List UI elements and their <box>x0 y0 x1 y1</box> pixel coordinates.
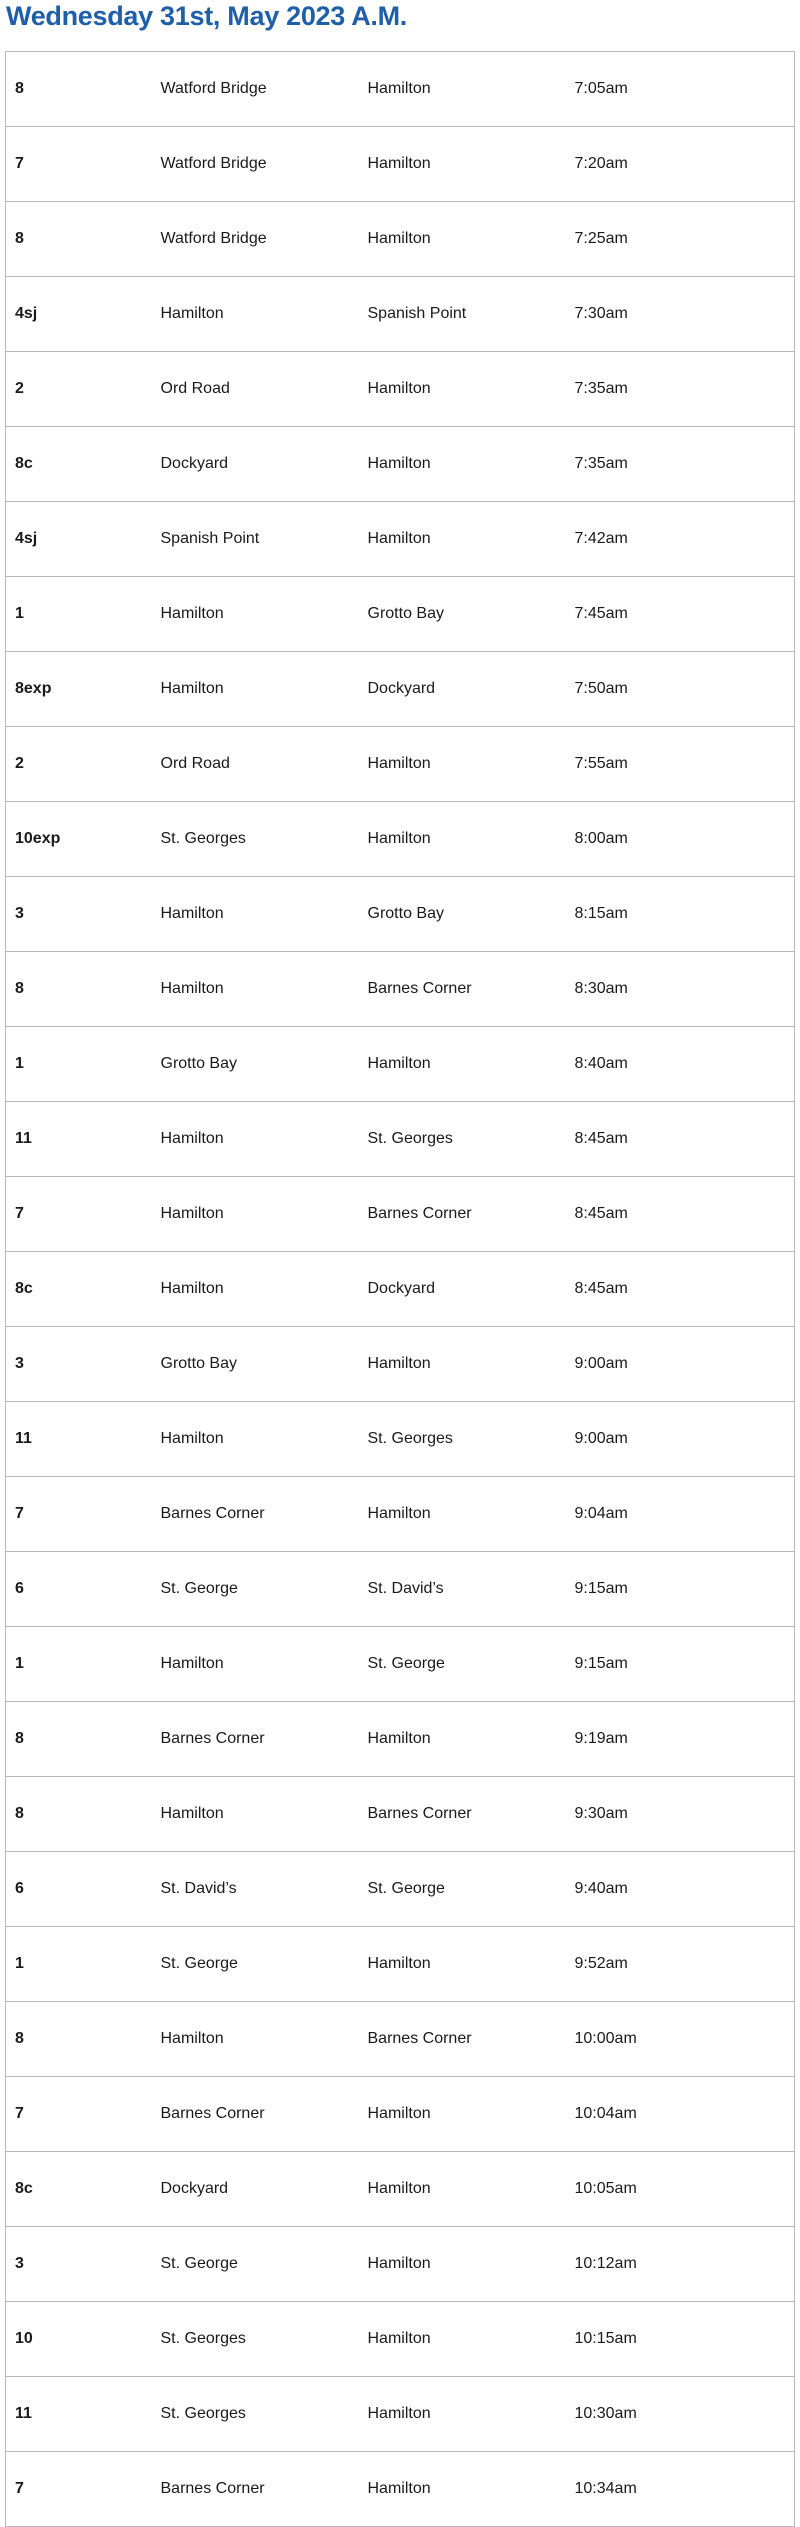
route-number-cell: 4sj <box>6 277 152 352</box>
table-row <box>6 202 795 277</box>
table-row <box>6 1627 795 1702</box>
route-number-cell: 7 <box>6 2452 152 2527</box>
departure-time-cell: 10:30am <box>566 2377 795 2452</box>
bus-schedule-table <box>5 51 795 2527</box>
destination-cell: Barnes Corner <box>359 2002 566 2077</box>
table-row <box>6 1852 795 1927</box>
origin-cell: Watford Bridge <box>160 80 267 97</box>
destination-cell: Hamilton <box>359 1327 566 1402</box>
origin-cell: St. George <box>152 1927 359 2002</box>
origin-cell: Hamilton <box>152 1627 359 1702</box>
origin-cell: Spanish Point <box>152 502 359 577</box>
table-row <box>6 1327 795 1402</box>
destination-cell: Grotto Bay <box>359 877 566 952</box>
table-row <box>6 127 795 202</box>
table-row <box>6 1777 795 1852</box>
origin-cell: Barnes Corner <box>152 1477 359 1552</box>
destination-cell: St. George <box>359 1852 566 1927</box>
destination-cell: Hamilton <box>359 1027 566 1102</box>
table-row <box>6 877 795 952</box>
origin-cell: St. George <box>152 1552 359 1627</box>
schedule-body <box>6 52 795 2527</box>
departure-time-cell: 9:00am <box>566 1402 795 1477</box>
route-number-cell: 3 <box>6 1327 152 1402</box>
origin-cell: Barnes Corner <box>152 2452 359 2527</box>
table-row <box>6 2152 795 2227</box>
origin-cell: Hamilton <box>152 877 359 952</box>
route-number-cell: 1 <box>6 1027 152 1102</box>
departure-time-cell: 9:00am <box>566 1327 795 1402</box>
route-number-cell: 3 <box>6 2227 152 2302</box>
origin-cell: Ord Road <box>152 352 359 427</box>
route-number-cell: 3 <box>6 877 152 952</box>
departure-time-cell: 7:35am <box>566 427 795 502</box>
table-row <box>6 2452 795 2527</box>
origin-cell: Hamilton <box>152 1177 359 1252</box>
route-number-cell: 8 <box>15 80 24 97</box>
origin-cell: Hamilton <box>152 577 359 652</box>
departure-time-cell: 8:45am <box>566 1177 795 1252</box>
destination-cell: Barnes Corner <box>359 952 566 1027</box>
table-row <box>6 1177 795 1252</box>
origin-cell: Watford Bridge <box>152 127 359 202</box>
route-number-cell: 8 <box>6 952 152 1027</box>
table-row <box>6 1102 795 1177</box>
route-number-cell: 11 <box>6 2377 152 2452</box>
table-row <box>6 52 795 127</box>
origin-cell: Hamilton <box>152 1402 359 1477</box>
origin-cell: Hamilton <box>152 952 359 1027</box>
origin-cell: Hamilton <box>152 2002 359 2077</box>
destination-cell: Hamilton <box>359 502 566 577</box>
destination-cell: Hamilton <box>359 127 566 202</box>
route-number-cell: 1 <box>6 1627 152 1702</box>
route-number-cell: 8c <box>6 1252 152 1327</box>
departure-time-cell: 10:05am <box>566 2152 795 2227</box>
departure-time-cell: 10:15am <box>566 2302 795 2377</box>
destination-cell: Hamilton <box>359 1927 566 2002</box>
origin-cell: St. Georges <box>152 802 359 877</box>
route-number-cell: 6 <box>6 1552 152 1627</box>
table-row <box>6 1702 795 1777</box>
route-number-cell: 7 <box>6 1477 152 1552</box>
route-number-cell: 8 <box>6 1702 152 1777</box>
origin-cell: Hamilton <box>152 652 359 727</box>
departure-time-cell: 8:40am <box>566 1027 795 1102</box>
route-number-cell: 11 <box>6 1102 152 1177</box>
origin-cell: St. George <box>152 2227 359 2302</box>
table-row <box>6 2377 795 2452</box>
origin-cell: Dockyard <box>152 2152 359 2227</box>
destination-cell: Hamilton <box>359 2152 566 2227</box>
page-title: Wednesday 31st, May 2023 A.M. <box>6 1 407 31</box>
route-number-cell: 1 <box>6 577 152 652</box>
table-row <box>6 2002 795 2077</box>
origin-cell: Ord Road <box>152 727 359 802</box>
destination-cell: Barnes Corner <box>359 1177 566 1252</box>
destination-cell: Hamilton <box>359 202 566 277</box>
route-number-cell: 10exp <box>6 802 152 877</box>
destination-cell: Spanish Point <box>359 277 566 352</box>
destination-cell: St. George <box>359 1627 566 1702</box>
departure-time-cell: 9:52am <box>566 1927 795 2002</box>
table-row <box>6 1252 795 1327</box>
origin-cell: Dockyard <box>152 427 359 502</box>
table-row <box>6 1027 795 1102</box>
table-row <box>6 502 795 577</box>
destination-cell: Hamilton <box>359 2077 566 2152</box>
destination-cell: Dockyard <box>359 1252 566 1327</box>
departure-time-cell: 7:55am <box>566 727 795 802</box>
route-number-cell: 10 <box>6 2302 152 2377</box>
departure-time-cell: 7:20am <box>566 127 795 202</box>
departure-time-cell: 9:04am <box>566 1477 795 1552</box>
departure-time-cell: 9:40am <box>566 1852 795 1927</box>
destination-cell: Dockyard <box>359 652 566 727</box>
departure-time-cell: 9:15am <box>566 1552 795 1627</box>
route-number-cell: 8c <box>6 2152 152 2227</box>
route-number-cell: 7 <box>6 1177 152 1252</box>
route-number-cell: 1 <box>6 1927 152 2002</box>
route-number-cell: 8c <box>6 427 152 502</box>
table-row <box>6 1552 795 1627</box>
origin-cell: Hamilton <box>152 1102 359 1177</box>
destination-cell: Hamilton <box>367 80 431 97</box>
table-row <box>6 2077 795 2152</box>
origin-cell: St. Georges <box>152 2302 359 2377</box>
route-number-cell: 8exp <box>6 652 152 727</box>
departure-time-cell: 7:45am <box>566 577 795 652</box>
table-row <box>6 652 795 727</box>
route-number-cell: 8 <box>6 202 152 277</box>
departure-time-cell: 8:15am <box>566 877 795 952</box>
table-row <box>6 277 795 352</box>
destination-cell: Hamilton <box>359 2227 566 2302</box>
table-row <box>6 427 795 502</box>
departure-time-cell: 10:34am <box>566 2452 795 2527</box>
departure-time-cell: 8:00am <box>566 802 795 877</box>
table-row <box>6 2302 795 2377</box>
origin-cell: Hamilton <box>152 277 359 352</box>
table-row <box>6 2227 795 2302</box>
table-row <box>6 352 795 427</box>
destination-cell: Hamilton <box>359 1477 566 1552</box>
route-number-cell: 7 <box>6 2077 152 2152</box>
destination-cell: Hamilton <box>359 427 566 502</box>
departure-time-cell: 8:45am <box>566 1102 795 1177</box>
departure-time-cell: 7:42am <box>566 502 795 577</box>
table-row <box>6 727 795 802</box>
route-number-cell: 11 <box>6 1402 152 1477</box>
route-number-cell: 4sj <box>6 502 152 577</box>
table-row <box>6 577 795 652</box>
departure-time-cell: 7:05am <box>574 80 628 97</box>
departure-time-cell: 7:30am <box>566 277 795 352</box>
table-row <box>6 1477 795 1552</box>
departure-time-cell: 9:30am <box>566 1777 795 1852</box>
departure-time-cell: 7:35am <box>566 352 795 427</box>
origin-cell: Hamilton <box>152 1252 359 1327</box>
destination-cell: Hamilton <box>359 1702 566 1777</box>
table-row <box>6 952 795 1027</box>
departure-time-cell: 10:00am <box>566 2002 795 2077</box>
departure-time-cell: 8:30am <box>566 952 795 1027</box>
origin-cell: Hamilton <box>152 1777 359 1852</box>
destination-cell: Barnes Corner <box>359 1777 566 1852</box>
destination-cell: Hamilton <box>359 727 566 802</box>
route-number-cell: 7 <box>6 127 152 202</box>
destination-cell: St. Georges <box>359 1102 566 1177</box>
origin-cell: Barnes Corner <box>152 1702 359 1777</box>
destination-cell: Hamilton <box>359 2377 566 2452</box>
destination-cell: St. David’s <box>359 1552 566 1627</box>
departure-time-cell: 10:12am <box>566 2227 795 2302</box>
destination-cell: Hamilton <box>359 2452 566 2527</box>
route-number-cell: 8 <box>6 1777 152 1852</box>
origin-cell: Watford Bridge <box>152 202 359 277</box>
origin-cell: St. Georges <box>152 2377 359 2452</box>
route-number-cell: 6 <box>6 1852 152 1927</box>
route-number-cell: 2 <box>6 352 152 427</box>
origin-cell: Grotto Bay <box>152 1327 359 1402</box>
origin-cell: Barnes Corner <box>152 2077 359 2152</box>
table-row <box>6 802 795 877</box>
departure-time-cell: 10:04am <box>566 2077 795 2152</box>
origin-cell: Grotto Bay <box>152 1027 359 1102</box>
destination-cell: Grotto Bay <box>359 577 566 652</box>
departure-time-cell: 8:45am <box>566 1252 795 1327</box>
destination-cell: Hamilton <box>359 2302 566 2377</box>
table-row <box>6 1927 795 2002</box>
departure-time-cell: 9:19am <box>566 1702 795 1777</box>
table-row <box>6 1402 795 1477</box>
destination-cell: St. Georges <box>359 1402 566 1477</box>
departure-time-cell: 9:15am <box>566 1627 795 1702</box>
destination-cell: Hamilton <box>359 802 566 877</box>
route-number-cell: 2 <box>6 727 152 802</box>
origin-cell: St. David’s <box>152 1852 359 1927</box>
destination-cell: Hamilton <box>359 352 566 427</box>
route-number-cell: 8 <box>6 2002 152 2077</box>
departure-time-cell: 7:50am <box>566 652 795 727</box>
departure-time-cell: 7:25am <box>566 202 795 277</box>
